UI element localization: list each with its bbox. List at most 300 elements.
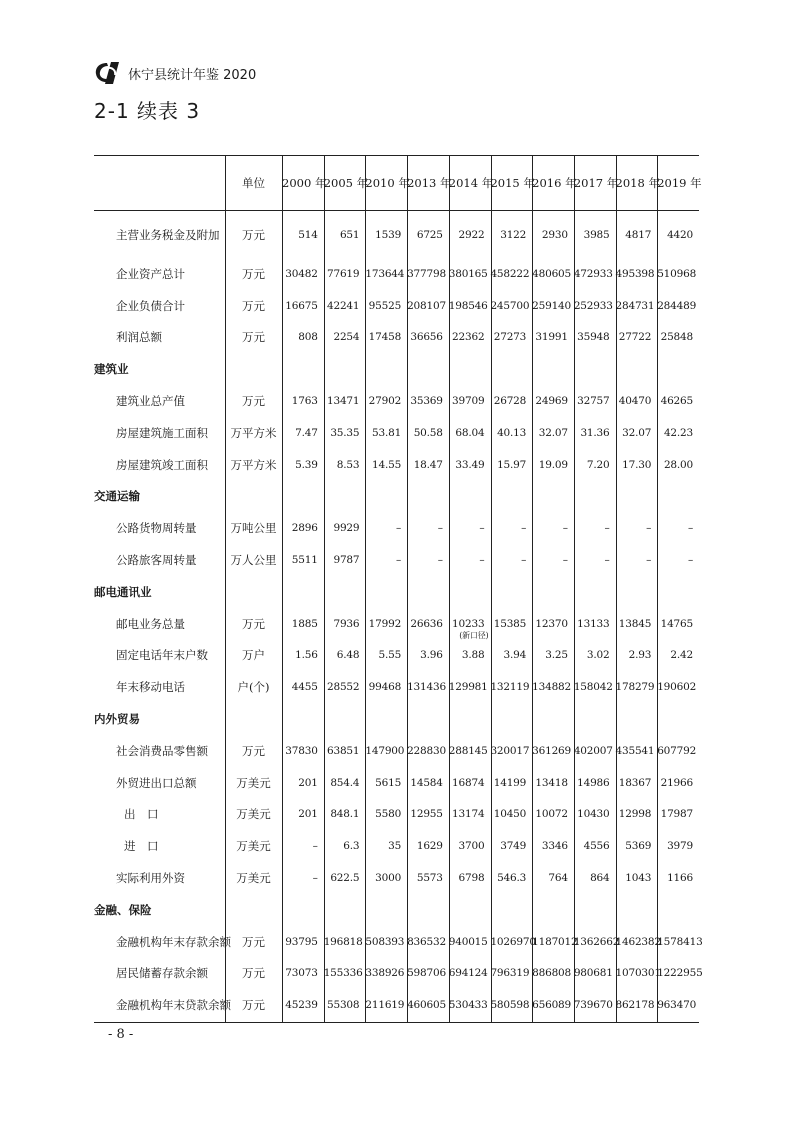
value-cell: 14199 [493, 776, 527, 789]
value-cell: 5511 [291, 554, 318, 567]
value-cell: 862178 [615, 999, 655, 1012]
category-label: 内外贸易 [94, 712, 140, 727]
table-row [94, 258, 699, 290]
value-cell: 178279 [615, 681, 655, 694]
value-cell: 598706 [407, 967, 446, 980]
empty-cell [657, 481, 699, 513]
value-cell: 208107 [407, 299, 446, 312]
category-label: 邮电通讯业 [94, 584, 152, 599]
table-row [94, 544, 699, 576]
value-cell: 16874 [452, 776, 485, 789]
value-cell: 1026970 [490, 935, 536, 948]
table-row [94, 608, 699, 640]
value-cell: 31.36 [580, 426, 610, 439]
value-cell: 27902 [368, 395, 402, 408]
value-cell: 14986 [577, 776, 610, 789]
category-row [94, 576, 699, 608]
unit-cell [225, 576, 282, 608]
empty-cell [532, 481, 574, 513]
value-cell: 9929 [333, 522, 360, 535]
value-cell: 28552 [326, 681, 360, 694]
header-year: 2017 年 [573, 176, 619, 190]
header-year: 2013 年 [407, 176, 452, 190]
empty-cell [324, 481, 366, 513]
value-cell: 10450 [493, 808, 527, 821]
value-cell: 3979 [667, 840, 693, 853]
value-cell: – [687, 554, 693, 567]
value-cell: 8.53 [336, 458, 360, 471]
value-cell: 7.20 [586, 458, 610, 471]
value-cell: 495398 [615, 267, 655, 280]
row-label: 建筑业总产值 [116, 394, 185, 409]
unit-cell: 万平方米 [230, 425, 277, 440]
value-cell: 6798 [458, 872, 485, 885]
row-label: 公路货物周转量 [116, 521, 197, 536]
empty-cell [449, 894, 491, 926]
value-cell: 132119 [490, 681, 530, 694]
unit-cell [225, 481, 282, 513]
value-cell: 16675 [285, 299, 318, 312]
unit-cell: 万美元 [236, 839, 271, 854]
value-cell: 22362 [452, 331, 485, 344]
value-cell: 95525 [368, 299, 402, 312]
value-cell: 28.00 [663, 458, 693, 471]
unit-cell: 万元 [242, 298, 266, 313]
value-cell: 18.47 [413, 458, 443, 471]
value-cell: – [687, 522, 693, 535]
value-cell: 848.1 [330, 808, 360, 821]
value-cell: 4420 [667, 228, 693, 241]
value-cell: 13133 [577, 617, 610, 630]
value-cell: 196818 [323, 935, 363, 948]
value-cell: 42241 [326, 299, 360, 312]
value-cell: 480605 [532, 267, 572, 280]
value-cell: 9787 [333, 554, 360, 567]
unit-cell: 万美元 [236, 775, 271, 790]
unit-cell: 万美元 [236, 871, 271, 886]
unit-cell [225, 894, 282, 926]
empty-cell [532, 576, 574, 608]
value-cell: 14.55 [372, 458, 402, 471]
value-cell: 18367 [618, 776, 652, 789]
table-title: 2-1 续表 3 [94, 99, 201, 123]
value-cell: 864 [590, 872, 610, 885]
empty-cell [282, 703, 324, 735]
value-cell: 201 [298, 808, 318, 821]
unit-cell: 万元 [242, 966, 266, 981]
value-cell: 2254 [333, 331, 360, 344]
empty-cell [407, 481, 449, 513]
empty-cell [532, 703, 574, 735]
empty-cell [324, 353, 366, 385]
unit-cell: 万平方米 [230, 457, 277, 472]
value-cell: 228830 [407, 744, 446, 757]
table-row [94, 417, 699, 449]
unit-cell: 万元 [242, 998, 266, 1013]
row-label: 进 口 [124, 839, 159, 854]
value-cell: 963470 [657, 999, 697, 1012]
value-cell: 13845 [618, 617, 652, 630]
value-cell: 886808 [532, 967, 572, 980]
value-cell: 607792 [657, 744, 697, 757]
unit-cell: 万元 [242, 266, 266, 281]
empty-cell [574, 576, 616, 608]
table-header-row [94, 155, 699, 211]
value-cell: 530433 [448, 999, 488, 1012]
table-row [94, 830, 699, 862]
row-label: 房屋建筑施工面积 [116, 425, 208, 440]
row-label: 企业负债合计 [116, 298, 185, 313]
value-cell: – [437, 554, 443, 567]
value-cell: 15.97 [497, 458, 527, 471]
value-cell: 656089 [532, 999, 572, 1012]
header-year: 2005 年 [323, 176, 369, 190]
value-cell: 338926 [365, 967, 405, 980]
empty-cell [324, 894, 366, 926]
value-cell: 1187012 [532, 935, 578, 948]
row-label: 金融机构年末存款余额 [116, 934, 231, 949]
value-cell: 63851 [326, 744, 360, 757]
value-cell: 12998 [618, 808, 652, 821]
value-cell: 10072 [535, 808, 568, 821]
value-cell: 622.5 [330, 872, 360, 885]
value-cell: 1763 [291, 395, 318, 408]
value-cell: 377798 [407, 267, 446, 280]
value-cell: 6.48 [336, 649, 360, 662]
value-cell: 940015 [448, 935, 488, 948]
value-cell: 1362662 [573, 935, 620, 948]
row-label: 外贸进出口总额 [116, 775, 197, 790]
empty-cell [407, 703, 449, 735]
value-cell: 37830 [285, 744, 318, 757]
value-cell: 2896 [291, 522, 318, 535]
value-cell: 1629 [416, 840, 443, 853]
value-cell: 13471 [326, 395, 360, 408]
empty-cell [282, 894, 324, 926]
row-label: 公路旅客周转量 [116, 553, 197, 568]
value-cell: 32.07 [622, 426, 652, 439]
value-cell: – [479, 522, 485, 535]
empty-cell [574, 894, 616, 926]
value-cell: – [396, 522, 402, 535]
value-cell: 3.94 [503, 649, 527, 662]
yearbook-logo-icon [92, 60, 122, 86]
value-cell: 3985 [583, 228, 610, 241]
statistics-table [94, 155, 703, 1023]
value-cell: 50.58 [413, 426, 443, 439]
value-cell: 508393 [365, 935, 405, 948]
value-cell: 2.93 [628, 649, 652, 662]
table-row [94, 926, 699, 958]
table-bottom-rule [94, 1022, 699, 1023]
value-cell: 458222 [490, 267, 530, 280]
value-cell: 808 [298, 331, 318, 344]
value-cell: 1222955 [657, 967, 703, 980]
value-cell: – [312, 872, 318, 885]
value-cell: 4817 [625, 228, 652, 241]
table-row [94, 862, 699, 894]
empty-cell [616, 576, 658, 608]
unit-cell: 万元 [242, 616, 266, 631]
value-cell: 42.23 [663, 426, 693, 439]
unit-cell: 万元 [242, 330, 266, 345]
empty-cell [574, 353, 616, 385]
value-cell: 32.07 [538, 426, 568, 439]
value-cell: 35 [388, 840, 402, 853]
value-cell: 32757 [577, 395, 610, 408]
value-cell: 796319 [490, 967, 530, 980]
value-cell: 5573 [416, 872, 443, 885]
empty-cell [282, 481, 324, 513]
empty-cell [449, 353, 491, 385]
value-cell: 33.49 [455, 458, 485, 471]
value-cell: 53.81 [372, 426, 402, 439]
value-cell: 3.02 [586, 649, 610, 662]
empty-cell [490, 894, 532, 926]
value-cell: 26728 [493, 395, 527, 408]
value-cell: 24969 [535, 395, 568, 408]
unit-cell: 万人公里 [230, 553, 277, 568]
value-cell: 17.30 [622, 458, 652, 471]
value-cell: – [437, 522, 443, 535]
empty-cell [365, 894, 407, 926]
value-cell: 245700 [490, 299, 530, 312]
value-cell: 3122 [500, 228, 527, 241]
value-note: (新口径) [459, 630, 489, 640]
unit-cell [225, 703, 282, 735]
value-cell: – [646, 522, 652, 535]
value-cell: 173644 [365, 267, 405, 280]
value-cell: 14584 [410, 776, 443, 789]
row-label: 居民储蓄存款余额 [116, 966, 208, 981]
category-label: 交通运输 [94, 489, 140, 504]
value-cell: 2922 [458, 228, 485, 241]
book-title: 休宁县统计年鉴 2020 [128, 67, 257, 83]
value-cell: 580598 [490, 999, 530, 1012]
value-cell: 12955 [410, 808, 443, 821]
table-row [94, 767, 699, 799]
empty-cell [657, 894, 699, 926]
value-cell: 198546 [448, 299, 488, 312]
value-cell: 17992 [368, 617, 402, 630]
empty-cell [532, 353, 574, 385]
value-cell: 1539 [375, 228, 402, 241]
row-label: 年末移动电话 [116, 680, 185, 695]
category-row [94, 894, 699, 926]
value-cell: 35948 [577, 331, 610, 344]
value-cell: – [396, 554, 402, 567]
value-cell: 45239 [285, 999, 318, 1012]
value-cell: 402007 [573, 744, 613, 757]
value-cell: 55308 [326, 999, 360, 1012]
empty-cell [407, 576, 449, 608]
row-label: 实际利用外资 [116, 871, 185, 886]
value-cell: 10430 [577, 808, 610, 821]
value-cell: 2.42 [670, 649, 693, 662]
empty-cell [616, 894, 658, 926]
empty-cell [365, 576, 407, 608]
value-cell: 6.3 [343, 840, 360, 853]
value-cell: 46265 [660, 395, 693, 408]
table-row [94, 449, 699, 481]
value-cell: 3.96 [420, 649, 443, 662]
value-cell: 1885 [291, 617, 318, 630]
table-row [94, 958, 699, 990]
header-year: 2018 年 [615, 176, 660, 190]
value-cell: 7936 [333, 617, 360, 630]
empty-cell [324, 576, 366, 608]
unit-cell: 万元 [242, 743, 266, 758]
value-cell: 10233 [452, 617, 485, 630]
value-cell: – [604, 522, 610, 535]
table-row [94, 735, 699, 767]
value-cell: 155336 [323, 967, 363, 980]
empty-cell [365, 703, 407, 735]
value-cell: 510968 [657, 267, 697, 280]
value-cell: 514 [298, 228, 318, 241]
empty-cell [449, 576, 491, 608]
value-cell: 460605 [407, 999, 446, 1012]
value-cell: 3.88 [461, 649, 485, 662]
value-cell: 201 [298, 776, 318, 789]
value-cell: 4455 [291, 681, 318, 694]
value-cell: 288145 [448, 744, 488, 757]
value-cell: 5580 [375, 808, 402, 821]
value-cell: 259140 [532, 299, 572, 312]
value-cell: 77619 [326, 267, 360, 280]
value-cell: 129981 [448, 681, 488, 694]
value-cell: 73073 [285, 967, 318, 980]
value-cell: 40.13 [497, 426, 527, 439]
value-cell: – [479, 554, 485, 567]
value-cell: 320017 [490, 744, 530, 757]
empty-cell [616, 353, 658, 385]
header-year: 2014 年 [448, 176, 494, 190]
value-cell: 380165 [448, 267, 488, 280]
value-cell: 2930 [541, 228, 568, 241]
empty-cell [490, 703, 532, 735]
value-cell: 1462382 [615, 935, 661, 948]
value-cell: 14765 [660, 617, 693, 630]
value-cell: 17987 [660, 808, 693, 821]
empty-cell [449, 703, 491, 735]
table-row [94, 290, 699, 322]
value-cell: 68.04 [455, 426, 485, 439]
value-cell: – [562, 522, 568, 535]
value-cell: 651 [339, 228, 360, 241]
row-label: 邮电业务总量 [116, 616, 185, 631]
value-cell: 472933 [573, 267, 613, 280]
value-cell: 13174 [452, 808, 485, 821]
empty-cell [365, 481, 407, 513]
empty-cell [449, 481, 491, 513]
header-year: 2015 年 [490, 176, 535, 190]
row-label: 主营业务税金及附加 [116, 227, 220, 242]
value-cell: 21966 [660, 776, 693, 789]
value-cell: 31991 [535, 331, 568, 344]
unit-cell: 万元 [242, 934, 266, 949]
value-cell: 158042 [573, 681, 613, 694]
value-cell: 3749 [500, 840, 527, 853]
page-header [92, 60, 256, 86]
table-row [94, 989, 699, 1021]
value-cell: 5369 [625, 840, 652, 853]
value-cell: 836532 [407, 935, 446, 948]
value-cell: 694124 [448, 967, 488, 980]
value-cell: 4556 [583, 840, 610, 853]
value-cell: 3.25 [545, 649, 568, 662]
empty-cell [574, 703, 616, 735]
empty-cell [407, 353, 449, 385]
header-year: 2010 年 [365, 176, 410, 190]
empty-cell [407, 894, 449, 926]
value-cell: 1166 [667, 872, 693, 885]
value-cell: 134882 [532, 681, 572, 694]
value-cell: 27273 [493, 331, 527, 344]
table-row [94, 799, 699, 831]
header-year: 2019 年 [657, 176, 702, 190]
page-number: - 8 - [108, 1027, 134, 1042]
value-cell: 546.3 [497, 872, 527, 885]
value-cell: 1.56 [295, 649, 318, 662]
unit-cell: 万吨公里 [230, 521, 277, 536]
value-cell: 3700 [458, 840, 485, 853]
empty-cell [324, 703, 366, 735]
empty-cell [657, 703, 699, 735]
value-cell: 284731 [615, 299, 655, 312]
value-cell: 980681 [573, 967, 613, 980]
empty-cell [365, 353, 407, 385]
value-cell: 147900 [365, 744, 405, 757]
value-cell: 284489 [657, 299, 697, 312]
empty-cell [490, 576, 532, 608]
value-cell: 17458 [368, 331, 402, 344]
empty-cell [490, 481, 532, 513]
unit-cell: 万元 [242, 394, 266, 409]
value-cell: 40470 [618, 395, 652, 408]
value-cell: 26636 [410, 617, 443, 630]
unit-cell: 户(个) [237, 680, 270, 695]
empty-cell [532, 894, 574, 926]
row-label: 企业资产总计 [116, 266, 185, 281]
row-label: 利润总额 [116, 330, 162, 345]
value-cell: 30482 [285, 267, 318, 280]
value-cell: 5615 [375, 776, 402, 789]
empty-cell [490, 353, 532, 385]
header-year: 2000 年 [282, 176, 327, 190]
value-cell: 3000 [375, 872, 402, 885]
row-label: 出 口 [124, 807, 159, 822]
table-row [94, 640, 699, 672]
table-row [94, 512, 699, 544]
unit-cell: 万户 [242, 648, 266, 663]
table-row [94, 385, 699, 417]
row-label: 房屋建筑竣工面积 [116, 457, 208, 472]
value-cell: 27722 [618, 331, 652, 344]
empty-cell [282, 353, 324, 385]
value-cell: 15385 [493, 617, 527, 630]
value-cell: 36656 [410, 331, 443, 344]
value-cell: 3346 [541, 840, 568, 853]
value-cell: 190602 [657, 681, 697, 694]
value-cell: 435541 [615, 744, 655, 757]
table-row [94, 322, 699, 354]
value-cell: 39709 [452, 395, 485, 408]
empty-cell [616, 703, 658, 735]
unit-cell: 万美元 [236, 807, 271, 822]
value-cell: – [521, 554, 527, 567]
empty-cell [657, 576, 699, 608]
